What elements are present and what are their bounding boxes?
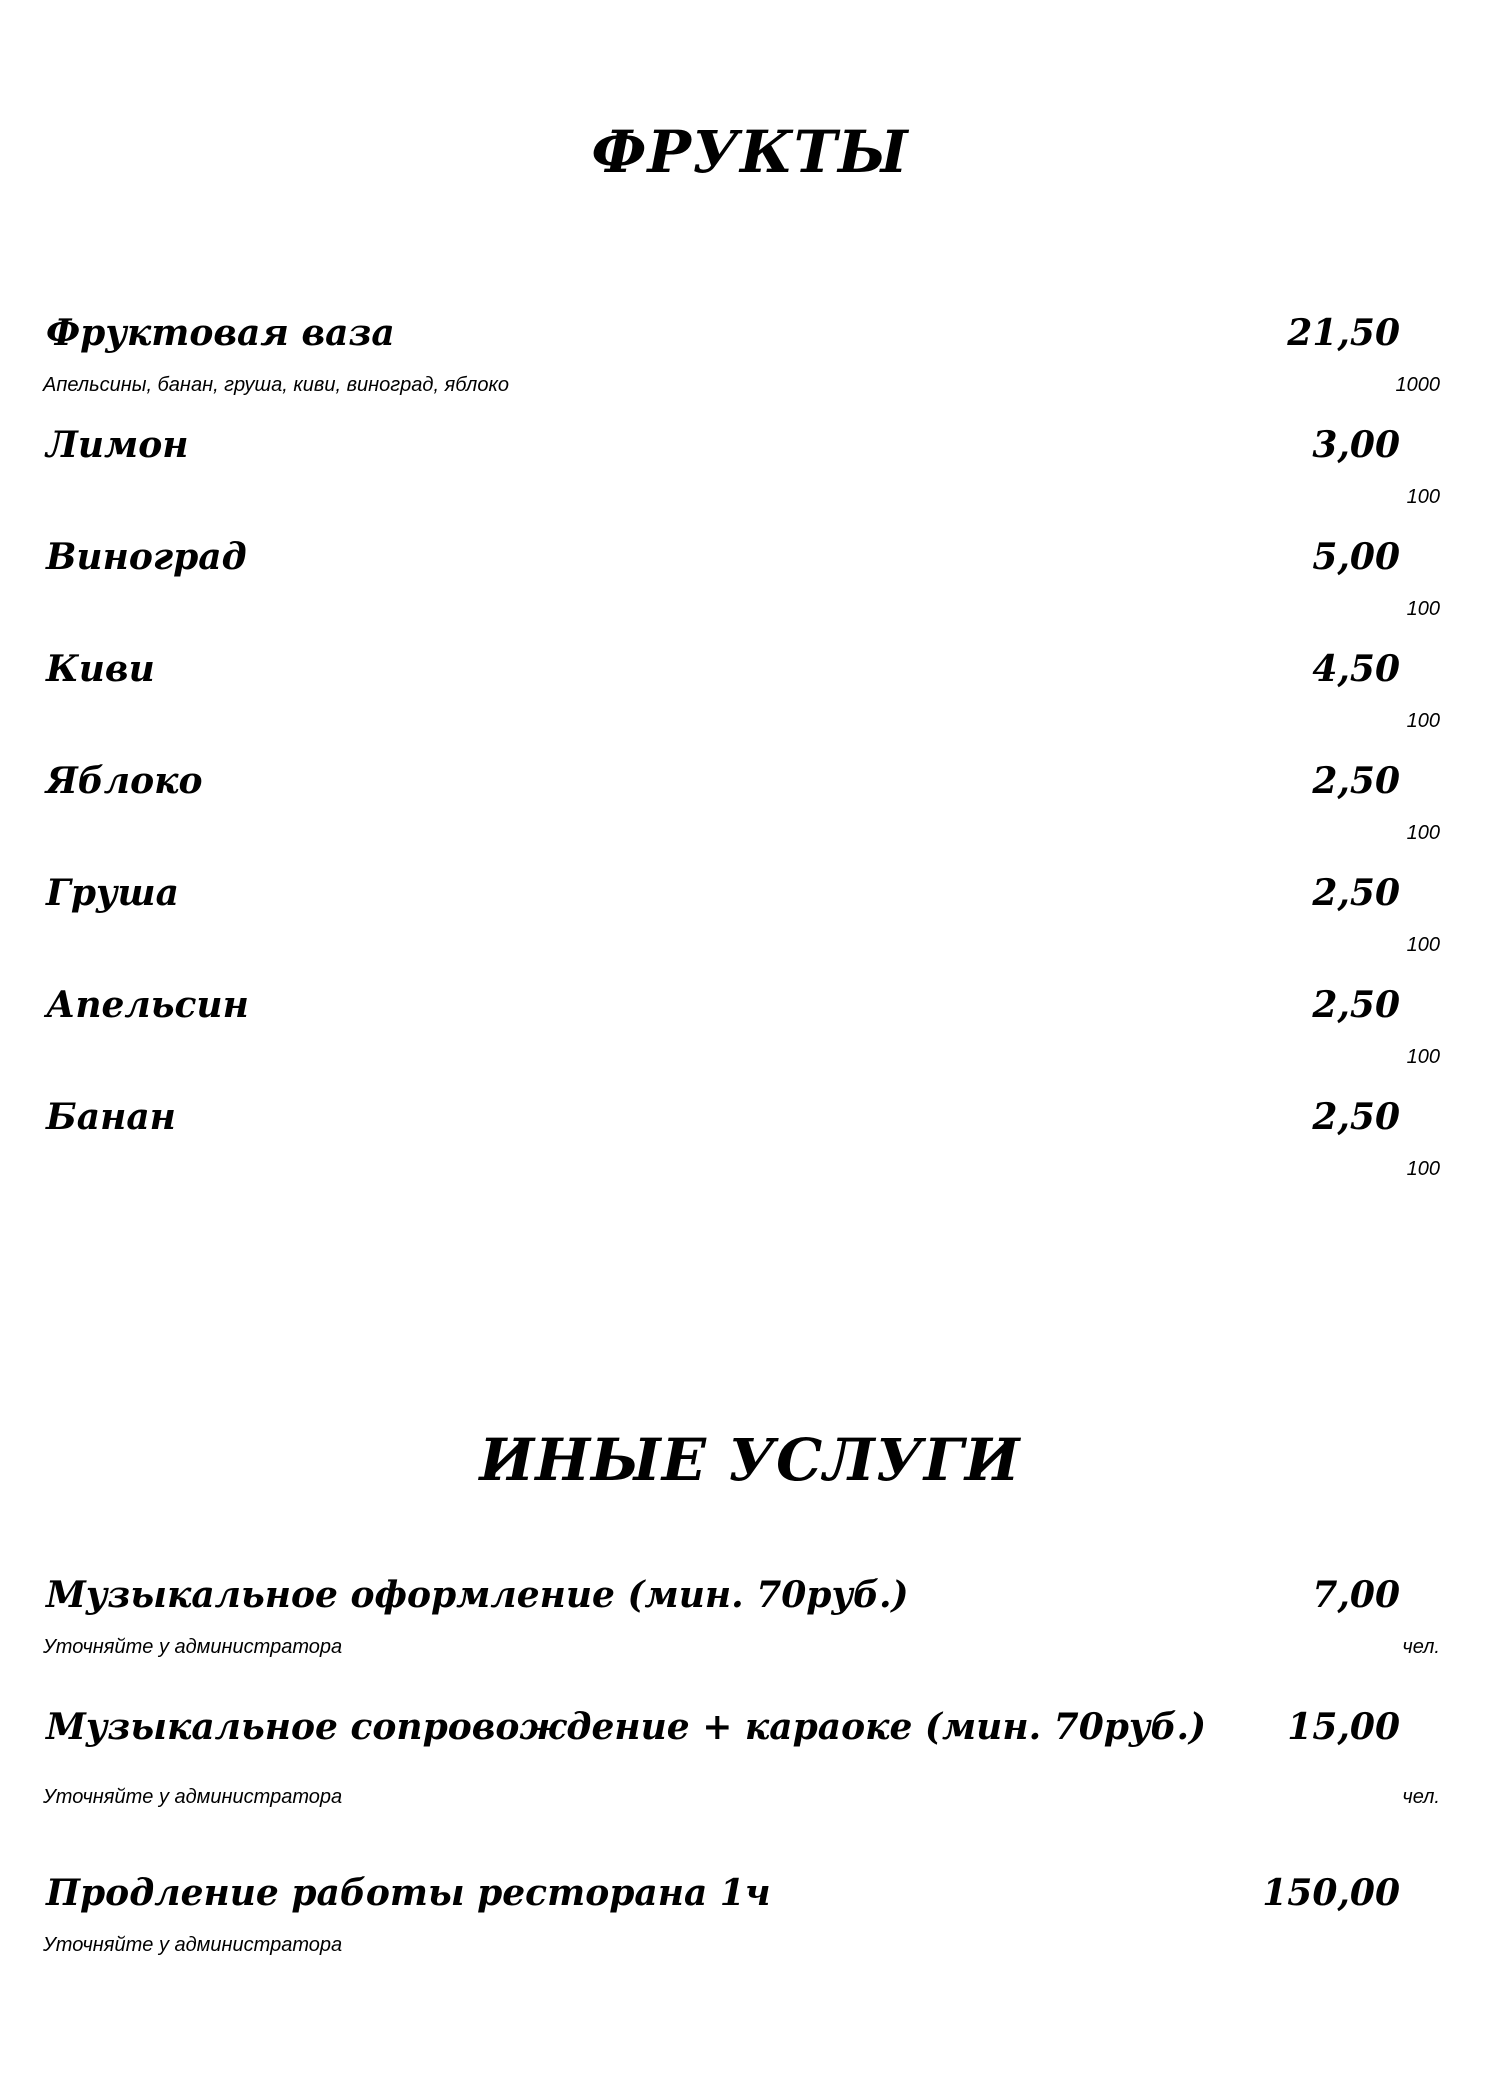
- item-unit: 100: [1406, 1158, 1440, 1180]
- item-unit: 100: [1406, 934, 1440, 956]
- item-name: Виноград: [46, 536, 247, 578]
- item-name: Банан: [46, 1096, 176, 1138]
- item-name: Лимон: [46, 424, 189, 466]
- item-unit: 100: [1406, 598, 1440, 620]
- fruits-section-title: ФРУКТЫ: [591, 118, 909, 186]
- item-description: Уточняйте у администратора: [43, 1934, 343, 1956]
- item-unit: 100: [1406, 1046, 1440, 1068]
- item-price: 5,00: [1312, 536, 1400, 578]
- item-name: Продление работы ресторана 1ч: [46, 1872, 771, 1914]
- item-price: 4,50: [1312, 648, 1400, 690]
- item-unit: чел.: [1402, 1786, 1440, 1808]
- item-name: Груша: [46, 872, 179, 914]
- item-description: Апельсины, банан, груша, киви, виноград, яблоко: [43, 374, 510, 396]
- item-name: Апельсин: [46, 984, 249, 1026]
- item-name: Музыкальное сопровождение + караоке (мин. 70руб.): [46, 1706, 1207, 1748]
- item-unit: 100: [1406, 822, 1440, 844]
- item-name: Фруктовая ваза: [46, 312, 395, 354]
- services-section-title: ИНЫЕ УСЛУГИ: [479, 1426, 1021, 1494]
- item-price: 2,50: [1312, 984, 1400, 1026]
- item-price: 21,50: [1287, 312, 1400, 354]
- item-price: 150,00: [1262, 1872, 1400, 1914]
- item-description: Уточняйте у администратора: [43, 1786, 343, 1808]
- item-price: 2,50: [1312, 1096, 1400, 1138]
- item-unit: чел.: [1402, 1636, 1440, 1658]
- item-price: 2,50: [1312, 760, 1400, 802]
- item-name: Яблоко: [46, 760, 203, 802]
- item-unit: 100: [1406, 486, 1440, 508]
- item-unit: 1000: [1395, 374, 1440, 396]
- item-price: 3,00: [1312, 424, 1400, 466]
- item-price: 15,00: [1287, 1706, 1400, 1748]
- item-name: Киви: [46, 648, 155, 690]
- item-description: Уточняйте у администратора: [43, 1636, 343, 1658]
- item-unit: 100: [1406, 710, 1440, 732]
- item-price: 2,50: [1312, 872, 1400, 914]
- item-price: 7,00: [1312, 1574, 1400, 1616]
- item-name: Музыкальное оформление (мин. 70руб.): [46, 1574, 909, 1616]
